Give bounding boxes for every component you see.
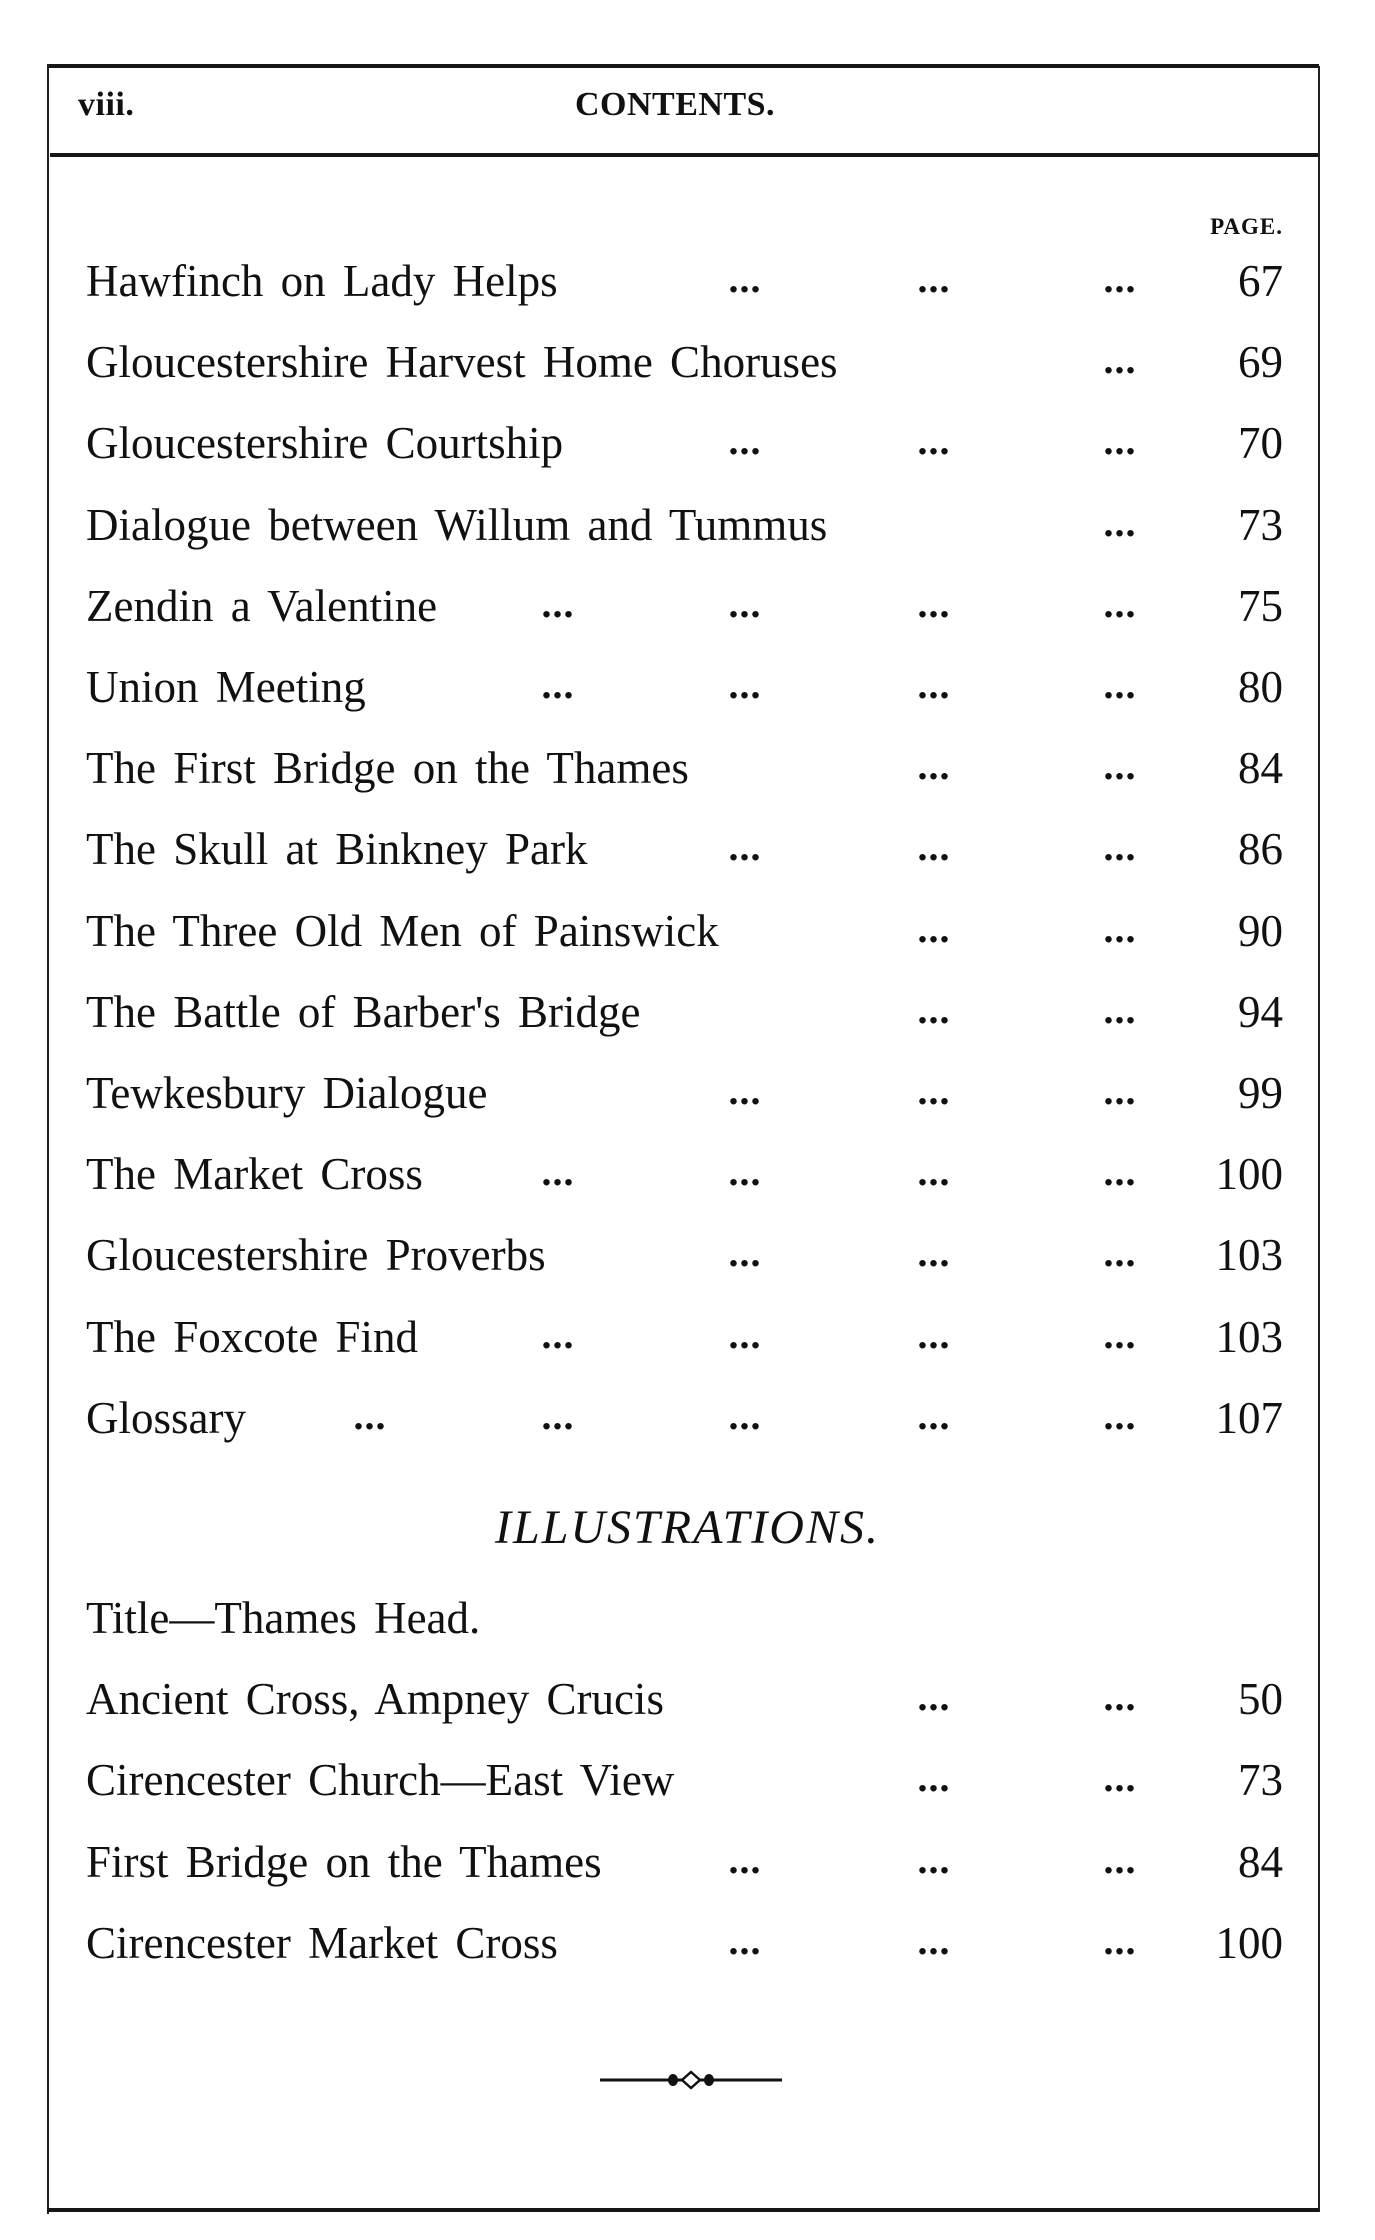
entry-page-number: 73 <box>1238 1755 1283 1806</box>
contents-entry <box>0 986 1375 1046</box>
leader-dots: ... <box>728 662 762 707</box>
leader-dots: ... <box>1103 256 1137 301</box>
contents-entry <box>0 255 1375 315</box>
entry-page-number: 103 <box>1215 1311 1283 1362</box>
entry-title: Ancient Cross, Ampney Crucis <box>86 1674 664 1725</box>
leader-dots: ... <box>917 1068 951 1113</box>
leader-dots: ... <box>1103 986 1137 1032</box>
contents-entry <box>0 336 1375 396</box>
leader-dots: ... <box>917 1149 951 1195</box>
leader-dots: ... <box>541 1149 575 1195</box>
leader-dots: ... <box>917 580 951 626</box>
leader-dots: ... <box>1103 337 1137 383</box>
entry-page-number: 84 <box>1238 1836 1283 1887</box>
leader-dots: ... <box>1103 743 1137 789</box>
entry-title: Tewkesbury Dialogue <box>86 1068 488 1118</box>
entry-page-number: 73 <box>1238 499 1283 550</box>
entry-title: First Bridge on the Thames <box>86 1836 602 1887</box>
leader-dots: ... <box>1103 580 1137 626</box>
contents-entry <box>0 661 1375 721</box>
leader-dots: ... <box>541 662 575 707</box>
entry-page-number: 70 <box>1238 418 1283 469</box>
entry-page-number: 69 <box>1238 337 1283 388</box>
leader-dots: ... <box>728 1836 762 1882</box>
entry-page-number: 103 <box>1215 1230 1283 1281</box>
entry-page-number: 86 <box>1238 824 1283 875</box>
leader-dots: ... <box>1103 1917 1137 1963</box>
leader-dots: ... <box>917 1917 951 1963</box>
leader-dots: ... <box>917 1674 951 1720</box>
leader-dots: ... <box>1103 1755 1137 1801</box>
leader-dots: ... <box>917 986 951 1032</box>
entry-page-number: 84 <box>1238 743 1283 794</box>
leader-dots: ... <box>1103 1392 1137 1438</box>
leader-dots: ... <box>1103 1674 1137 1720</box>
leader-dots: ... <box>1103 662 1137 707</box>
leader-dots: ... <box>917 662 951 707</box>
ornament-divider-icon <box>600 2070 782 2090</box>
contents-entry <box>0 1311 1375 1371</box>
leader-dots: ... <box>728 1149 762 1195</box>
leader-dots: ... <box>917 1230 951 1276</box>
leader-dots: ... <box>353 1392 387 1438</box>
entry-page-number: 50 <box>1238 1674 1283 1725</box>
entry-page-number: 67 <box>1238 256 1283 306</box>
leader-dots: ... <box>1103 905 1137 951</box>
running-page-number: viii. <box>78 86 135 123</box>
entry-page-number: 100 <box>1215 1917 1283 1968</box>
leader-dots: ... <box>728 824 762 870</box>
illustration-entry <box>0 1592 1375 1652</box>
leader-dots: ... <box>917 905 951 951</box>
leader-dots: ... <box>728 1230 762 1276</box>
contents-entry <box>0 742 1375 802</box>
entry-title: Gloucestershire Courtship <box>86 418 564 469</box>
leader-dots: ... <box>917 418 951 464</box>
contents-entry <box>0 1067 1375 1127</box>
entry-page-number: 75 <box>1238 580 1283 631</box>
header-rule <box>50 153 1318 157</box>
contents-entry <box>0 1392 1375 1452</box>
leader-dots: ... <box>1103 499 1137 545</box>
entry-title: Zendin a Valentine <box>86 580 438 631</box>
leader-dots: ... <box>917 1755 951 1801</box>
leader-dots: ... <box>917 1392 951 1438</box>
entry-page-number: 107 <box>1215 1392 1283 1443</box>
leader-dots: ... <box>917 256 951 301</box>
leader-dots: ... <box>1103 1311 1137 1357</box>
leader-dots: ... <box>1103 1149 1137 1195</box>
entry-title: Cirencester Market Cross <box>86 1917 558 1968</box>
contents-entry <box>0 823 1375 883</box>
entry-page-number: 99 <box>1238 1068 1283 1118</box>
leader-dots: ... <box>541 1311 575 1357</box>
entry-title: Union Meeting <box>86 662 366 712</box>
entry-title: The First Bridge on the Thames <box>86 743 689 794</box>
entry-title: The Market Cross <box>86 1149 423 1200</box>
leader-dots: ... <box>1103 418 1137 464</box>
entry-title: The Battle of Barber's Bridge <box>86 986 641 1037</box>
leader-dots: ... <box>728 580 762 626</box>
entry-page-number: 80 <box>1238 662 1283 712</box>
contents-entry <box>0 417 1375 477</box>
illustration-entry <box>0 1836 1375 1896</box>
entry-title: Hawfinch on Lady Helps <box>86 256 558 306</box>
leader-dots: ... <box>917 1836 951 1882</box>
top-border-rule <box>47 64 1319 68</box>
contents-entry <box>0 1148 1375 1208</box>
leader-dots: ... <box>541 1392 575 1438</box>
entry-title: Cirencester Church—East View <box>86 1755 675 1806</box>
leader-dots: ... <box>728 1392 762 1438</box>
illustration-entry <box>0 1917 1375 1977</box>
contents-entry <box>0 499 1375 559</box>
entry-title: The Skull at Binkney Park <box>86 824 588 875</box>
running-title: CONTENTS. <box>575 86 776 123</box>
entry-title: The Three Old Men of Painswick <box>86 905 719 956</box>
entry-title: Dialogue between Willum and Tummus <box>86 499 828 550</box>
illustrations-heading: ILLUSTRATIONS. <box>495 1501 880 1554</box>
leader-dots: ... <box>917 743 951 789</box>
illustration-entry <box>0 1673 1375 1733</box>
entry-page-number: 100 <box>1215 1149 1283 1200</box>
leader-dots: ... <box>1103 1836 1137 1882</box>
entry-page-number: 90 <box>1238 905 1283 956</box>
leader-dots: ... <box>917 824 951 870</box>
entry-title: Glossary <box>86 1392 246 1443</box>
leader-dots: ... <box>1103 824 1137 870</box>
leader-dots: ... <box>728 1917 762 1963</box>
leader-dots: ... <box>728 418 762 464</box>
entry-title: The Foxcote Find <box>86 1311 418 1362</box>
entry-title: Gloucestershire Harvest Home Choruses <box>86 337 838 388</box>
leader-dots: ... <box>917 1311 951 1357</box>
entry-page-number: 94 <box>1238 986 1283 1037</box>
leader-dots: ... <box>728 1311 762 1357</box>
leader-dots: ... <box>1103 1068 1137 1113</box>
bottom-border-rule <box>47 2208 1319 2212</box>
leader-dots: ... <box>1103 1230 1137 1276</box>
leader-dots: ... <box>541 580 575 626</box>
contents-entry <box>0 905 1375 965</box>
contents-entry <box>0 580 1375 640</box>
illustration-entry <box>0 1754 1375 1814</box>
entry-title: Gloucestershire Proverbs <box>86 1230 546 1281</box>
entry-title: Title—Thames Head. <box>86 1593 481 1643</box>
contents-entry <box>0 1229 1375 1289</box>
leader-dots: ... <box>728 1068 762 1113</box>
leader-dots: ... <box>728 256 762 301</box>
page-column-label: PAGE. <box>1210 214 1283 239</box>
